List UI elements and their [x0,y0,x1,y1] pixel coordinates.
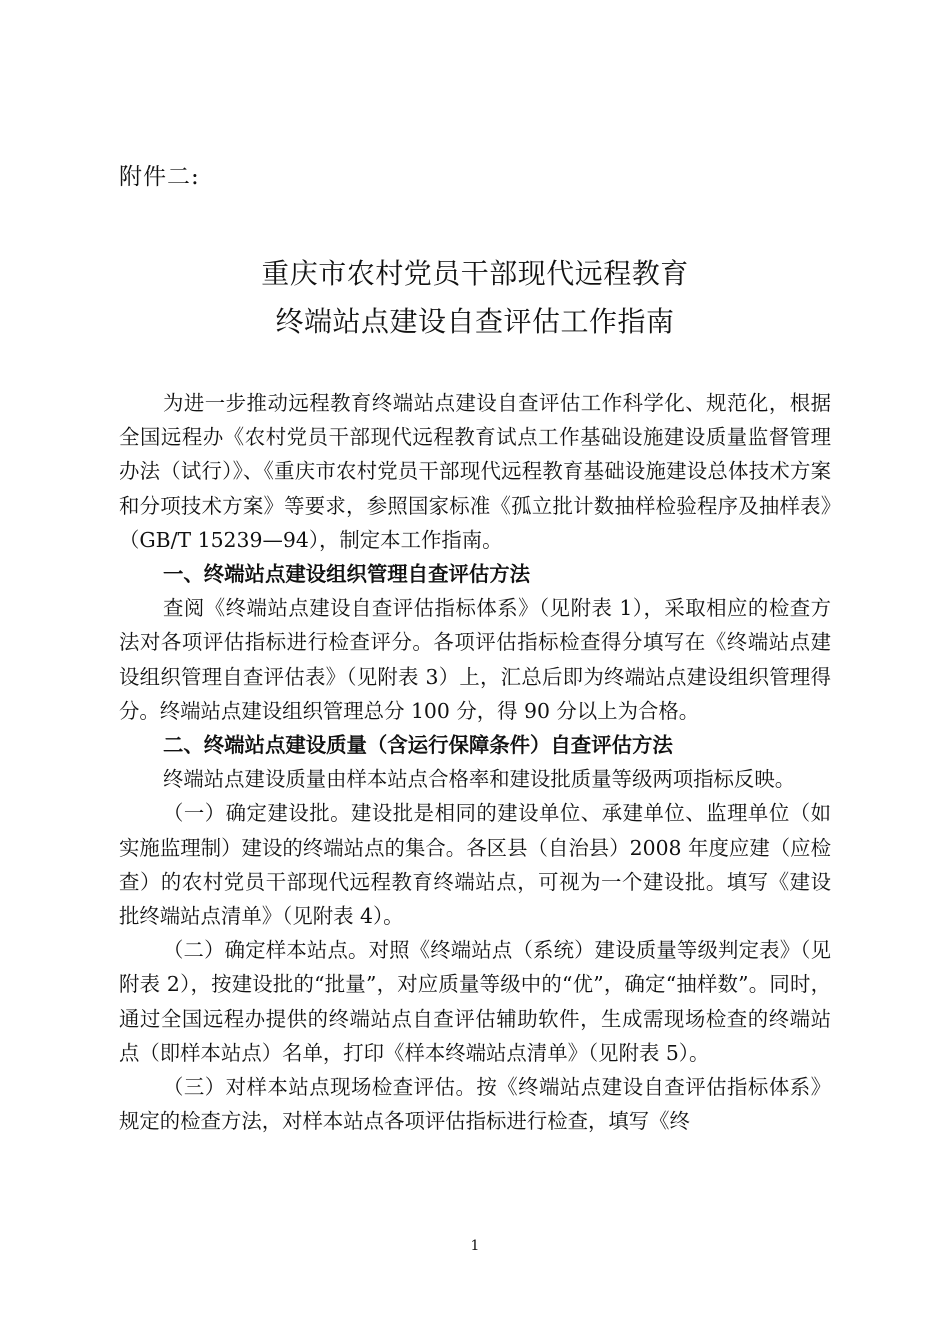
document-title-line-2: 终端站点建设自查评估工作指南 [275,305,675,338]
subsection-1-paragraph: （一）确定建设批。建设批是相同的建设单位、承建单位、监理单位（如实施监理制）建设的终端站点的集合。各区县（自治县）2008 年度应建（应检查）的农村党员干部现代远程教育终端站点，可视为一个建设批。填写《建设批终端站点清单》（见附表 4）。 [119,801,831,929]
section-2-paragraph: 终端站点建设质量由样本站点合格率和建设批质量等级两项指标反映。 [163,767,796,792]
section-heading-2: 二、终端站点建设质量（含运行保障条件）自查评估方法 [163,733,673,758]
subsection-3-paragraph: （三）对样本站点现场检查评估。按《终端站点建设自查评估指标体系》规定的检查方法，对样本站点各项评估指标进行检查，填写《终 [119,1075,831,1134]
intro-paragraph: 为进一步推动远程教育终端站点建设自查评估工作科学化、规范化，根据全国远程办《农村党员干部现代远程教育试点工作基础设施建设质量监督管理办法（试行）》、《重庆市农村党员干部现代远程教育基础设施建设总体技术方案和分项技术方案》等要求，参照国家标准《孤立批计数抽样检验程序及抽样表》（GB/T 15239—94），制定本工作指南。 [119,391,831,552]
attachment-label: 附件二: [119,164,200,190]
section-heading-1: 一、终端站点建设组织管理自查评估方法 [163,562,531,587]
document-title-line-1: 重庆市农村党员干部现代远程教育 [261,257,689,290]
subsection-2-paragraph: （二）确定样本站点。对照《终端站点（系统）建设质量等级判定表》（见附表 2），按建设批的“批量”，对应质量等级中的“优”，确定“抽样数”。同时，通过全国远程办提供的终端站点自查评估辅助软件，生成需现场检查的终端站点（即样本站点）名单，打印《样本终端站点清单》（见附表 5）。 [119,938,831,1065]
document-body [119,386,831,1138]
section-1-paragraph: 查阅《终端站点建设自查评估指标体系》（见附表 1），采取相应的检查方法对各项评估指标进行检查评分。各项评估指标检查得分填写在《终端站点建设组织管理自查评估表》（见附表 3）上，汇总后即为终端站点建设组织管理得分。终端站点建设组织管理总分 100 分，得 90 分以上为合格。 [119,596,831,723]
page-number: 1 [470,1238,480,1254]
